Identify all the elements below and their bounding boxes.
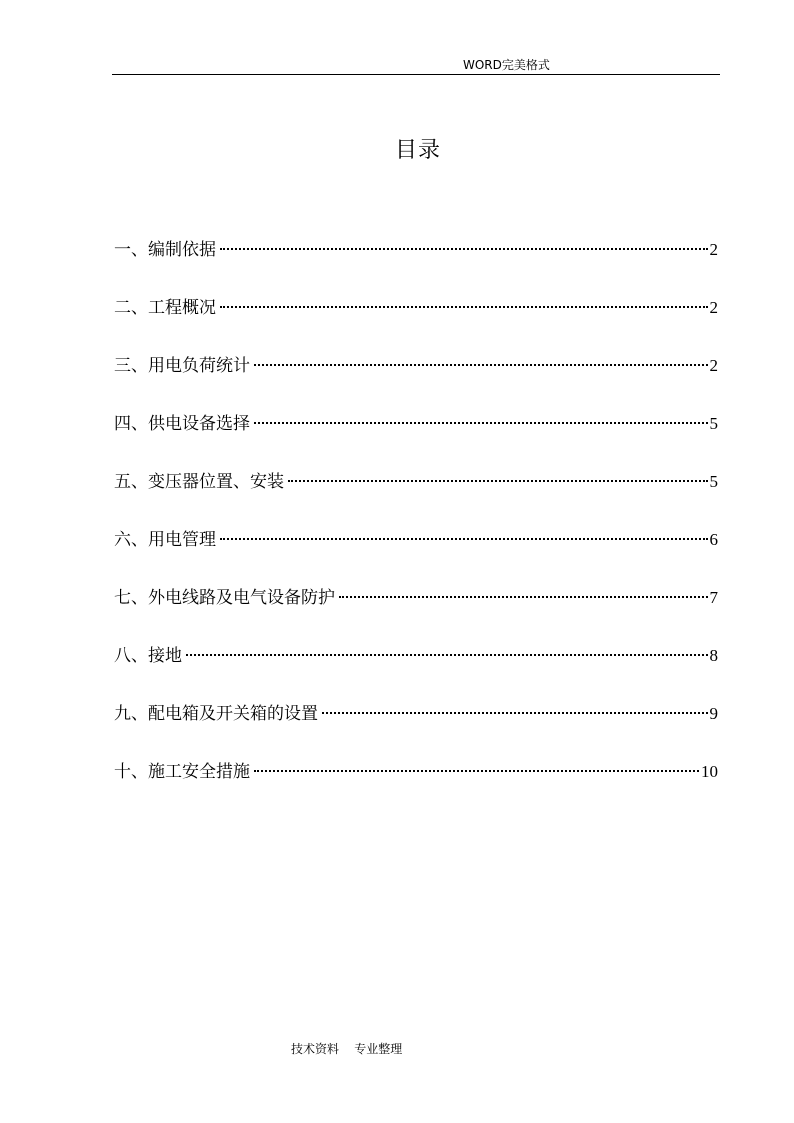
toc-page-number: 6 [709,530,718,549]
toc-entry-1[interactable] [114,236,718,294]
toc-page-number: 9 [709,704,718,723]
toc-page-number: 2 [709,240,718,259]
toc-entry-label: 五、变压器位置、安装 [114,472,284,492]
toc-dot-leader [322,712,708,714]
toc-dot-leader [220,248,708,250]
toc-entry-7[interactable] [114,584,718,642]
toc-dot-leader [220,306,708,308]
toc-entry-4[interactable] [114,410,718,468]
toc-entry-label: 七、外电线路及电气设备防护 [114,588,335,608]
toc-dot-leader [254,770,699,772]
header-divider [112,74,720,75]
toc-dot-leader [254,422,708,424]
document-title: 目录 [394,138,441,163]
toc-entry-label: 一、编制依据 [114,240,216,260]
toc-entry-label: 九、配电箱及开关箱的设置 [114,704,318,724]
toc-entry-label: 八、接地 [114,646,182,666]
toc-entry-2[interactable] [114,294,718,352]
toc-entry-9[interactable] [114,700,718,758]
toc-page-number: 5 [709,472,718,491]
toc-entry-label: 三、用电负荷统计 [114,356,250,376]
toc-dot-leader [288,480,708,482]
page-header-text: WORD完美格式 [463,58,550,72]
toc-dot-leader [339,596,708,598]
toc-dot-leader [186,654,708,656]
page-footer-text: 技术资料 专业整理 [291,1042,403,1056]
toc-entry-8[interactable] [114,642,718,700]
toc-entry-label: 六、用电管理 [114,530,216,550]
toc-entry-label: 四、供电设备选择 [114,414,250,434]
toc-dot-leader [254,364,708,366]
toc-entry-3[interactable] [114,352,718,410]
toc-entry-label: 十、施工安全措施 [114,762,250,782]
toc-entry-label: 二、工程概况 [114,298,216,318]
toc-page-number: 5 [709,414,718,433]
toc-entry-5[interactable] [114,468,718,526]
toc-page-number: 7 [709,588,718,607]
toc-page-number: 2 [709,356,718,375]
toc-page-number: 8 [709,646,718,665]
table-of-contents [114,236,718,816]
toc-dot-leader [220,538,708,540]
toc-page-number: 2 [709,298,718,317]
toc-entry-6[interactable] [114,526,718,584]
toc-page-number: 10 [701,762,718,781]
toc-entry-10[interactable] [114,758,718,816]
